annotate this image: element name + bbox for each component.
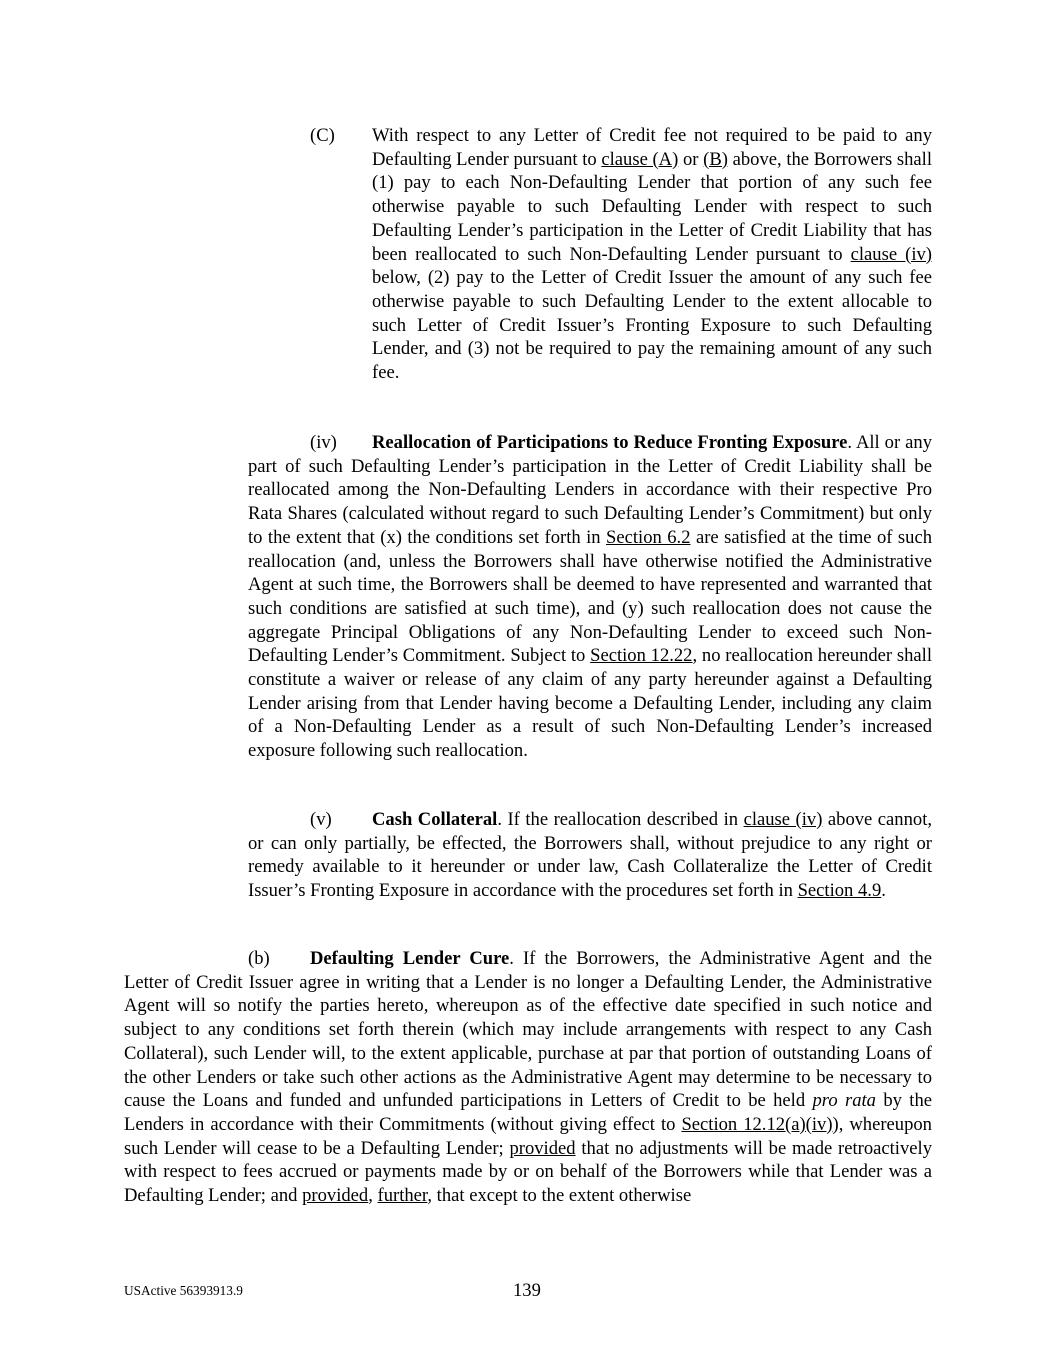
- text-run: , no reallocation hereunder shall constitute a waiver or release of any claim of any party hereunder against a Defaulting Lender arising from that Lender having become a Defaulting Lender, including any claim of a Non-Defaulting Lender as a result of such Non-Defaulting Lender’s increased exposure following such reallocation.: [248, 645, 932, 762]
- cross-reference-section-4-9: Section 4.9: [797, 880, 882, 902]
- clause-v-paragraph: [248, 808, 932, 903]
- text-run: , that except to the extent otherwise: [427, 1185, 692, 1207]
- cross-reference-section-12-22: Section 12.22: [590, 645, 693, 667]
- text-run: . If the Borrowers, the Administrative Agent and the Letter of Credit Issuer agree in writing that a Lender is no longer a Defaulting Lender, the Administrative Agent will so notify the parties hereto, whereupon as of the effective date specified in such notice and subject to any conditions set forth therein (which may include arrangements with respect to any Cash Collateral), such Lender will, to the extent applicable, purchase at par that portion of outstanding Loans of the other Lenders or take such other actions as the Administrative Agent may determine to be necessary to cause the Loans and funded and unfunded participations in Letters of Credit to be held: [124, 948, 932, 1112]
- cross-reference-clause-b: (B): [703, 148, 728, 170]
- text-run: With respect to any Letter of Credit fee not required to be paid to any Defaulting Lender pursuant to: [372, 125, 932, 170]
- clause-v-heading: Cash Collateral: [372, 809, 498, 830]
- text-run: are satisfied at the time of such reallocation (and, unless the Borrowers shall have otherwise notified the Administrative Agent at such time, the Borrowers shall be deemed to have represented and warranted that such conditions are satisfied at such time), and (y) such reallocation does not cause the aggregate Principal Obligations of any Non-Defaulting Lender to exceed such Non-Defaulting Lender’s Commitment. Subject to: [248, 526, 932, 667]
- clause-c-text: [372, 124, 932, 385]
- further-term: further: [377, 1185, 428, 1207]
- clause-c-label: (C): [310, 125, 335, 146]
- footer-document-id: USActive 56393913.9: [124, 1283, 243, 1298]
- clause-b-label: (b): [248, 948, 270, 969]
- text-run: . All or any part of such Defaulting Lender’s participation in the Letter of Credit Liability shall be reallocated among the Non-Defaulting Lenders in accordance with their respective Pro Rata Shares (calculated without regard to such Defaulting Lender’s Commitment) but only to the extent that (x) the conditions set forth in: [248, 432, 932, 548]
- clause-iv-heading: Reallocation of Participations to Reduce Fronting Exposure: [372, 432, 848, 453]
- provided-term: provided: [509, 1137, 576, 1159]
- text-run: ), whereupon such Lender will cease to be a Defaulting Lender;: [124, 1113, 932, 1159]
- clause-b-paragraph: [124, 947, 932, 1208]
- cross-reference-section-12-12: Section 12.12(a)(iv): [681, 1113, 833, 1135]
- text-run: above cannot, or can only partially, be effected, the Borrowers shall, without prejudice to any right or remedy available to it hereunder or under law, Cash Collateralize the Letter of Credit Issuer’s Fronting Exposure in accordance with the procedures set forth in: [248, 809, 933, 902]
- cross-reference-clause-a: clause (A): [601, 148, 679, 170]
- text-run: ,: [368, 1185, 378, 1207]
- text-run: .: [881, 880, 886, 902]
- clause-v-label: (v): [310, 809, 332, 830]
- text-run: that no adjustments will be made retroactively with respect to fees accrued or payments made by or on behalf of the Borrowers while that Lender was a Defaulting Lender; and: [124, 1137, 932, 1207]
- cross-reference-clause-iv: clause (iv): [743, 809, 823, 830]
- clause-iv-paragraph: [248, 431, 932, 763]
- text-run: by the Lenders in accordance with their Commitments (without giving effect to: [124, 1090, 932, 1135]
- cross-reference-section-6-2: Section 6.2: [606, 526, 691, 548]
- clause-b-heading: Defaulting Lender Cure: [310, 948, 510, 969]
- clause-iv-label: (iv): [310, 432, 337, 453]
- text-run: below, (2) pay to the Letter of Credit Issuer the amount of any such fee otherwise payable to such Defaulting Lender to the extent allocable to such Letter of Credit Issuer’s Fronting Exposure to such Defaulting Lender, and (3) not be required to pay the remaining amount of any such fee.: [372, 267, 932, 384]
- clause-c: [310, 124, 932, 385]
- text-run: above, the Borrowers shall (1) pay to each Non-Defaulting Lender that portion of any such fee otherwise payable to such Defaulting Lender with respect to such Defaulting Lender’s participation in the Letter of Credit Liability that has been reallocated to such Non-Defaulting Lender pursuant to: [372, 148, 933, 265]
- pro-rata-term: pro rata: [812, 1090, 876, 1112]
- cross-reference-clause-iv: clause (iv): [850, 243, 932, 265]
- provided-term: provided: [302, 1185, 369, 1207]
- text-run: . If the reallocation described in: [497, 809, 744, 830]
- footer-page-number: 139: [513, 1280, 541, 1301]
- text-run: or: [678, 148, 704, 170]
